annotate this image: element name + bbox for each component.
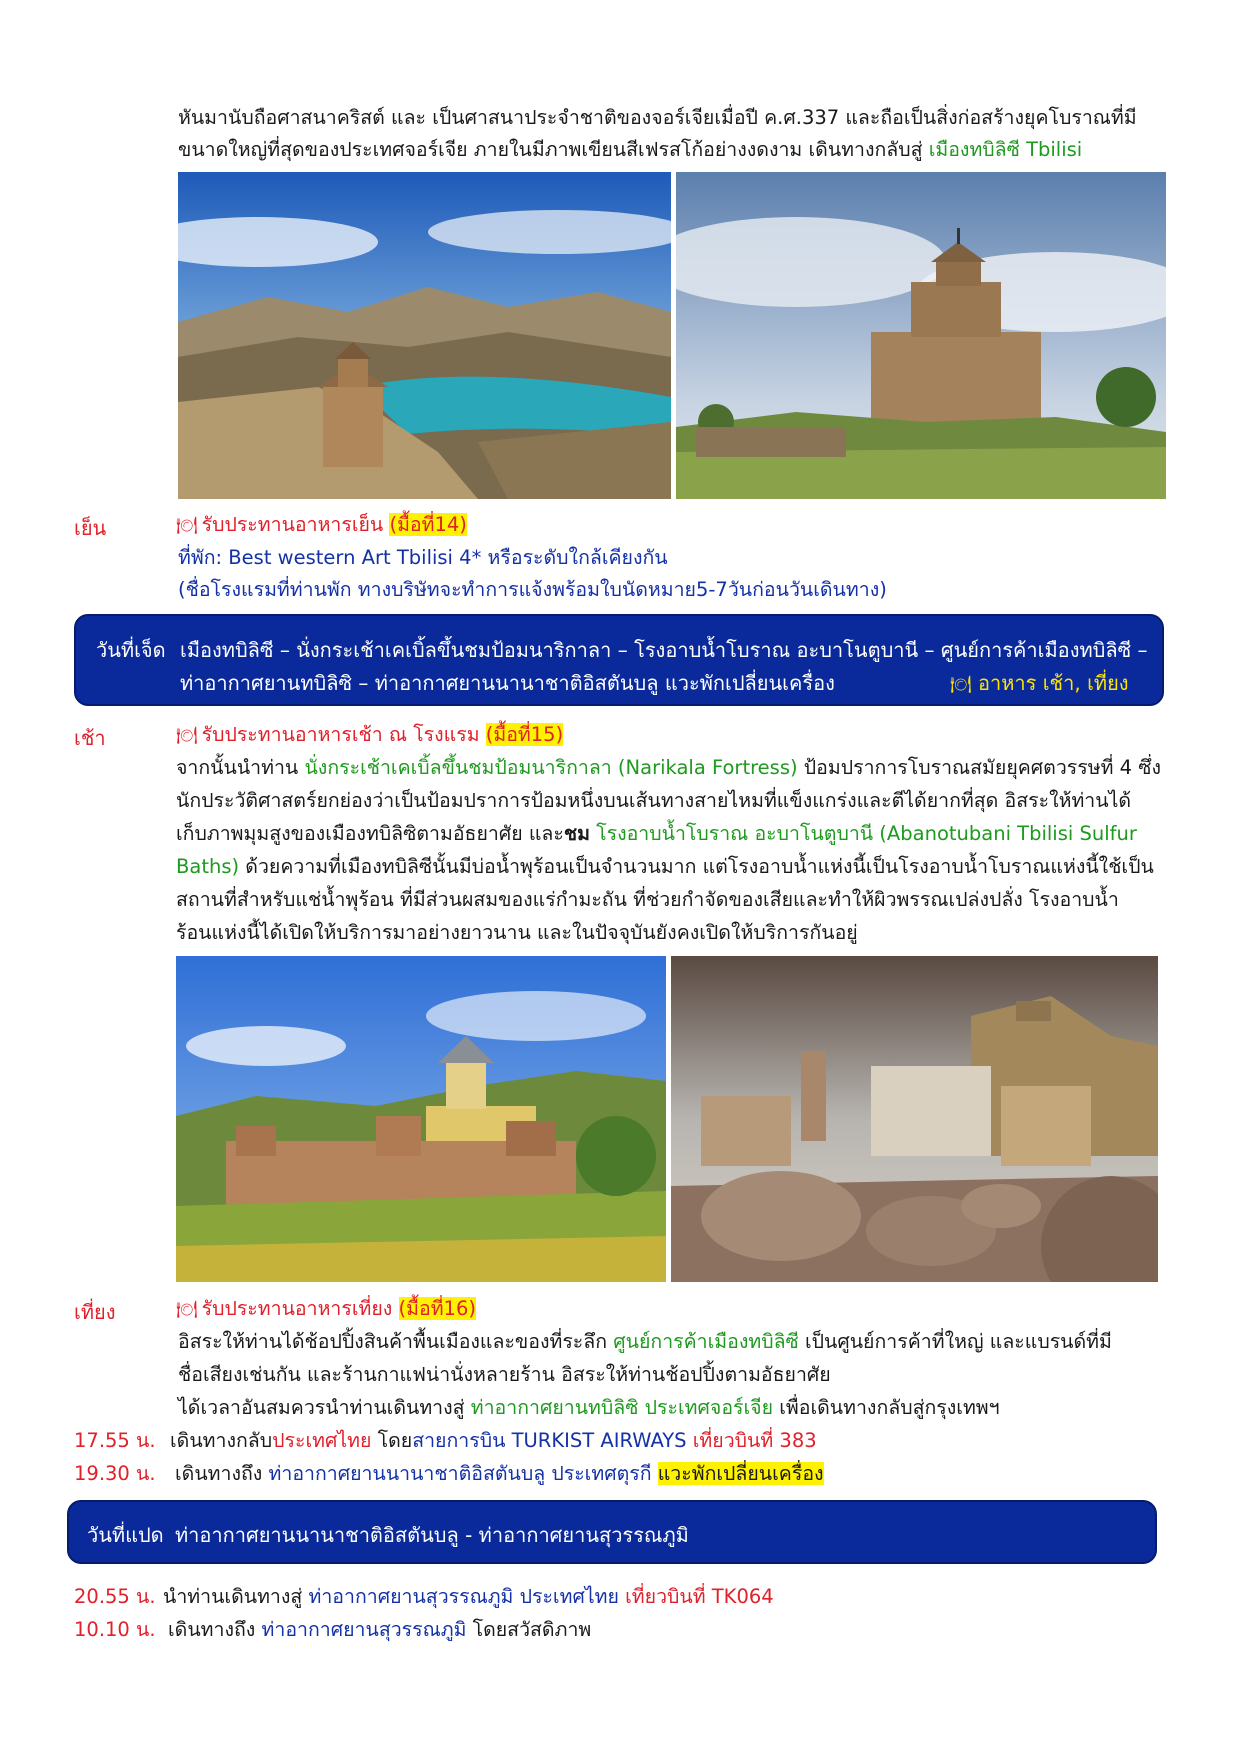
dinner-hotel-note: (ชื่อโรงแรมที่ท่านพัก ทางบริษัทจะทำการแจ้งพร้อมใบนัดหมาย5-7วันก่อนวันเดินทาง) — [178, 578, 887, 601]
flight1-detail: เดินทางกลับประเทศไทย โดยสายการบิน TURKIST AIRWAYS เที่ยวบินที่ 383 — [170, 1429, 817, 1452]
day8-day-label: วันที่แปด — [87, 1523, 164, 1547]
breakfast-meal: 🍽 รับประทานอาหารเช้า ณ โรงแรม (มื้อที่15) — [176, 723, 564, 746]
flight3-time: 20.55 น. — [74, 1585, 156, 1608]
lunch-para-3: ได้เวลาอันสมควรนำท่านเดินทางสู่ ท่าอากาศยานทบิลิซิ ประเทศจอร์เจีย เพื่อเดินทางกลับสู่กรุงเทพฯ — [178, 1396, 1000, 1419]
day7-meals: 🍽 อาหาร เช้า, เที่ยง — [950, 671, 1129, 695]
breakfast-label: เช้า — [74, 726, 106, 750]
flight3-detail: นำท่านเดินทางสู่ ท่าอากาศยานสุวรรณภูมิ ประเทศไทย เที่ยวบินที่ TK064 — [163, 1585, 774, 1608]
day7-title-line2: ท่าอากาศยานทบิลิซิ – ท่าอากาศยานนานาชาติอิสตันบลู แวะพักเปลี่ยนเครื่อง — [180, 671, 835, 695]
day8-title: ท่าอากาศยานนานาชาติอิสตันบลู - ท่าอากาศยานสุวรรณภูมิ — [175, 1523, 689, 1547]
flight1-time: 17.55 น. — [74, 1429, 156, 1452]
intro-line-2: ขนาดใหญ่ที่สุดของประเทศจอร์เจีย ภายในมีภาพเขียนสีเฟรสโก้อย่างงดงาม เดินทางกลับสู่ เมืองทบิลิซี Tbilisi — [178, 138, 1083, 161]
meal-plate-icon: 🍽 — [176, 726, 198, 746]
flight4-time: 10.10 น. — [74, 1618, 156, 1641]
flight4-detail: เดินทางถึง ท่าอากาศยานสุวรรณภูมิ โดยสวัสดิภาพ — [168, 1618, 592, 1641]
lunch-meal: 🍽 รับประทานอาหารเที่ยง (มื้อที่16) — [176, 1297, 476, 1320]
day7-title-line1: เมืองทบิลิซี – นั่งกระเช้าเคเบิ้ลขึ้นชมป้อมนาริกาลา – โรงอาบน้ำโบราณ อะบาโนตูบานี – ศูนย์การค้าเมืองทบิลิซี – — [180, 638, 1148, 662]
dinner-hotel: ที่พัก: Best western Art Tbilisi 4* หรือระดับใกล้เคียงกัน — [178, 546, 668, 569]
dinner-meal: 🍽 รับประทานอาหารเย็น (มื้อที่14) — [176, 513, 467, 536]
meal-plate-icon: 🍽 — [950, 675, 972, 695]
day7-banner — [74, 614, 1164, 706]
lunch-para-1: อิสระให้ท่านได้ช้อปปิ้งสินค้าพื้นเมืองและของที่ระลึก ศูนย์การค้าเมืองทบิลิซี เป็นศูนย์การค้าที่ใหญ่ และแบรนด์ที่มี — [178, 1330, 1112, 1353]
photo-jvari-monastery — [676, 172, 1166, 499]
lunch-para-2: ชื่อเสียงเช่นกัน และร้านกาแฟน่านั่งหลายร้าน อิสระให้ท่านช้อปปิ้งตามอัธยาศัย — [178, 1363, 831, 1386]
intro-line-1: หันมานับถือศาสนาคริสต์ และ เป็นศาสนาประจำชาติของจอร์เจียเมื่อปี ค.ศ.337 และถือเป็นสิ่งก่อสร้างยุคโบราณที่มี — [178, 106, 1137, 129]
breakfast-para-5: สถานที่สำหรับแช่น้ำพุร้อน ที่มีส่วนผสมของแร่กำมะถัน ที่ช่วยกำจัดของเสียและทำให้ผิวพรรณเปล่งปลั่ง โรงอาบน้ำ — [176, 888, 1119, 911]
meal-plate-icon: 🍽 — [176, 516, 198, 536]
photo-jvari-river — [178, 172, 671, 499]
lunch-label: เที่ยง — [74, 1300, 116, 1324]
breakfast-para-2: นักประวัติศาสตร์ยกย่องว่าเป็นป้อมปราการป้อมหนึ่งบนเส้นทางสายไหมที่แข็งแกร่งและตีได้ยากที่สุด อิสระให้ท่านได้ — [176, 789, 1132, 812]
day8-banner — [67, 1500, 1157, 1564]
breakfast-para-3: เก็บภาพมุมสูงของเมืองทบิลิซิตามอัธยาศัย และชม โรงอาบน้ำโบราณ อะบาโนตูบานี (Abanotubani Tbilisi Sulfur — [176, 822, 1137, 845]
photo-abanotubani-baths — [671, 956, 1158, 1282]
day7-day-label: วันที่เจ็ด — [96, 638, 166, 662]
dinner-label: เย็น — [74, 516, 107, 540]
breakfast-para-4: Baths) ด้วยความที่เมืองทบิลิซีนั้นมีบ่อน้ำพุร้อนเป็นจำนวนมาก แต่โรงอาบน้ำแห่งนี้เป็นโรงอาบน้ำโบราณแห่งนี้ใช้เป็น — [176, 855, 1154, 878]
meal-plate-icon: 🍽 — [176, 1300, 198, 1320]
breakfast-para-6: ร้อนแห่งนี้ได้เปิดให้บริการมาอย่างยาวนาน และในปัจจุบันยังคงเปิดให้บริการกันอยู่ — [176, 921, 858, 944]
breakfast-para-1: จากนั้นนำท่าน นั่งกระเช้าเคเบิ้ลขึ้นชมป้อมนาริกาลา (Narikala Fortress) ป้อมปราการโบราณสมัยยุคศตวรรษที่ 4 ซึ่ง — [176, 756, 1162, 779]
photo-narikala-fortress — [176, 956, 666, 1282]
flight2-detail: เดินทางถึง ท่าอากาศยานนานาชาติอิสตันบลู ประเทศตุรกี แวะพักเปลี่ยนเครื่อง — [175, 1462, 824, 1485]
flight2-time: 19.30 น. — [74, 1462, 156, 1485]
